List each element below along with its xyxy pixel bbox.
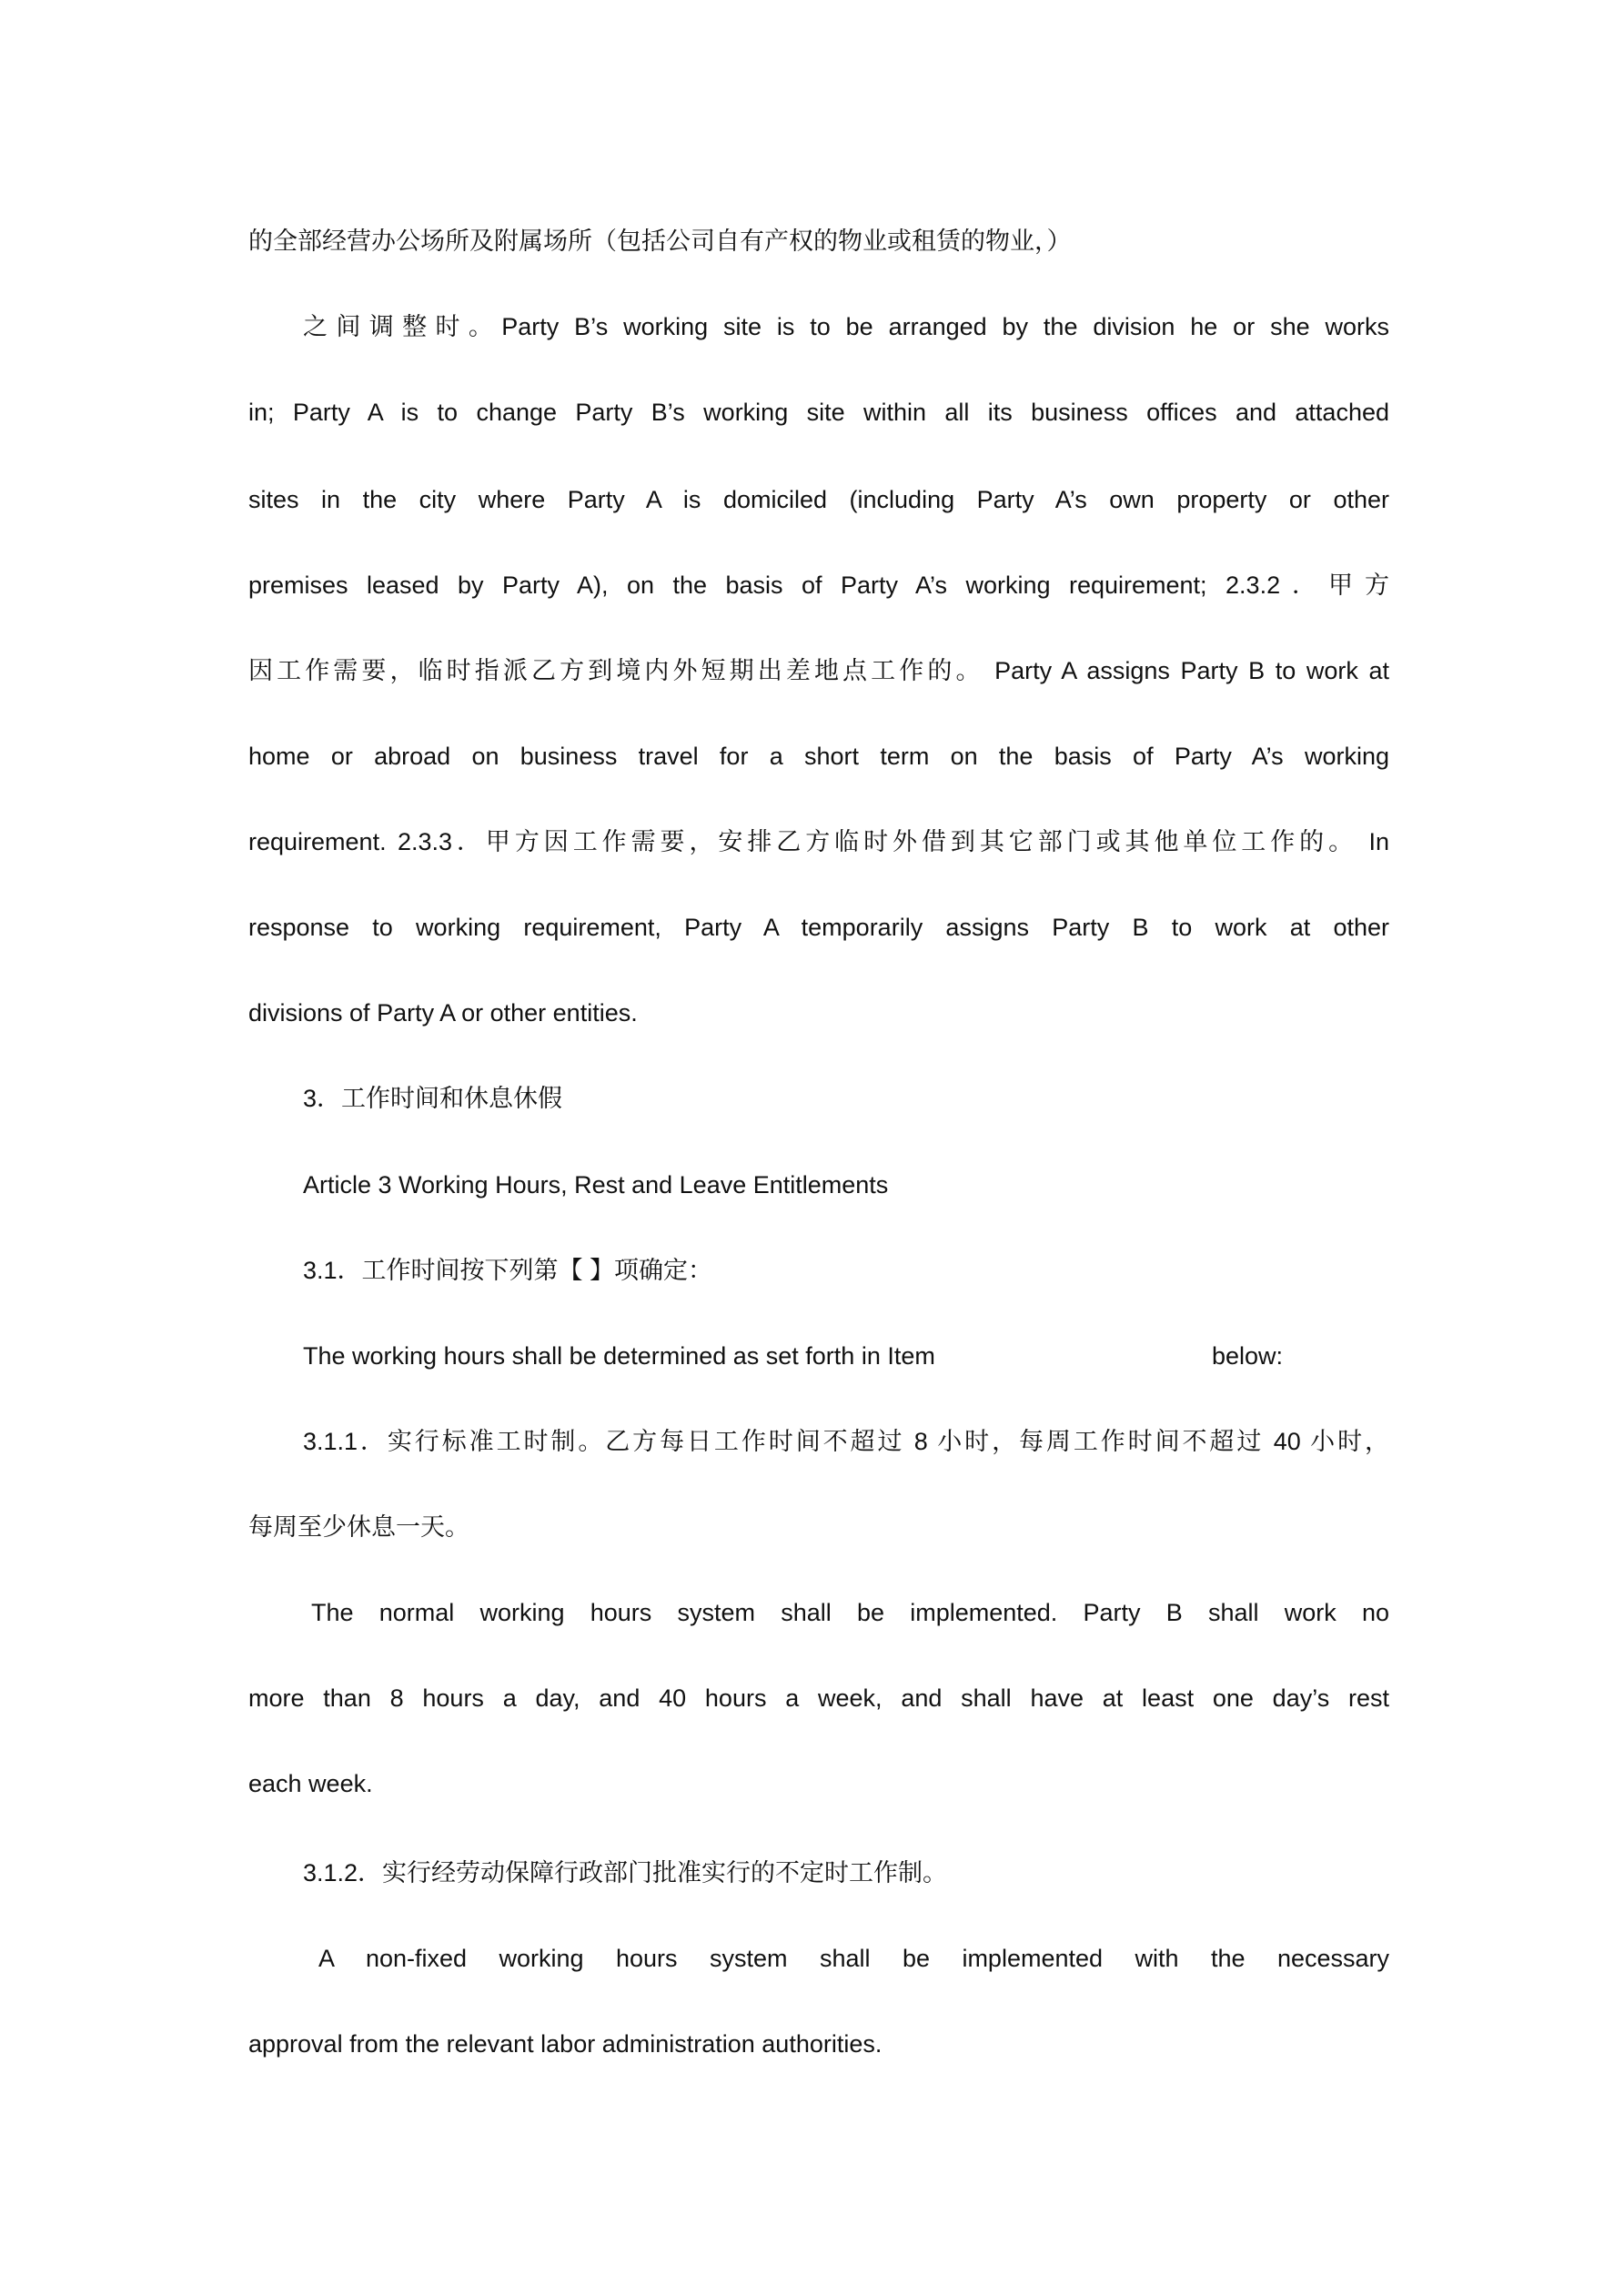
text-line: 之间调整时。Party B’s working site is to be arranged by the division he or she works [303, 313, 1389, 340]
text-line: 3.1.1．实行标准工时制。乙方每日工作时间不超过 8 小时，每周工作时间不超过 40 小时， [303, 1428, 1389, 1455]
text-line: The normal working hours system shall be implemented. Party B shall work no [311, 1599, 1389, 1626]
section-heading-en: Article 3 Working Hours, Rest and Leave Entitlements [303, 1171, 889, 1199]
text-line: 每周至少休息一天。 [248, 1513, 469, 1541]
section-heading: 3．工作时间和休息休假 [303, 1085, 563, 1112]
text-line: sites in the city where Party A is domiciled (including Party A’s own property or other [248, 486, 1389, 513]
text-line: 因工作需要，临时指派乙方到境内外短期出差地点工作的。 Party A assigns Party B to work at [248, 657, 1389, 684]
text-line: response to working requirement, Party A temporarily assigns Party B to work at other [248, 914, 1389, 941]
text-line: below: [1212, 1342, 1284, 1370]
text-line: approval from the relevant labor administration authorities. [248, 2030, 883, 2058]
text-line: divisions of Party A or other entities. [248, 999, 638, 1027]
text-line: requirement. 2.3.3．甲方因工作需要，安排乙方临时外借到其它部门或其他单位工作的。 In [248, 828, 1389, 855]
text-line: premises leased by Party A), on the basis of Party A’s working requirement; 2.3.2．甲方 [248, 571, 1389, 599]
text-line: 3.1．工作时间按下列第【 】项确定： [303, 1257, 713, 1284]
text-line: in; Party A is to change Party B’s working site within all its business offices and attached [248, 399, 1389, 426]
text-line: home or abroad on business travel for a short term on the basis of Party A’s working [248, 743, 1389, 770]
text-line: more than 8 hours a day, and 40 hours a week, and shall have at least one day’s rest [248, 1684, 1389, 1712]
text-line: 的全部经营办公场所及附属场所（包括公司自有产权的物业或租赁的物业，） [248, 228, 1072, 255]
text-line: 3.1.2．实行经劳动保障行政部门批准实行的不定时工作制。 [303, 1859, 948, 1886]
text-line: The working hours shall be determined as set forth in Item [303, 1342, 935, 1370]
text-line: A non-fixed working hours system shall be implemented with the necessary [318, 1945, 1389, 1972]
text-line: each week. [248, 1770, 373, 1797]
